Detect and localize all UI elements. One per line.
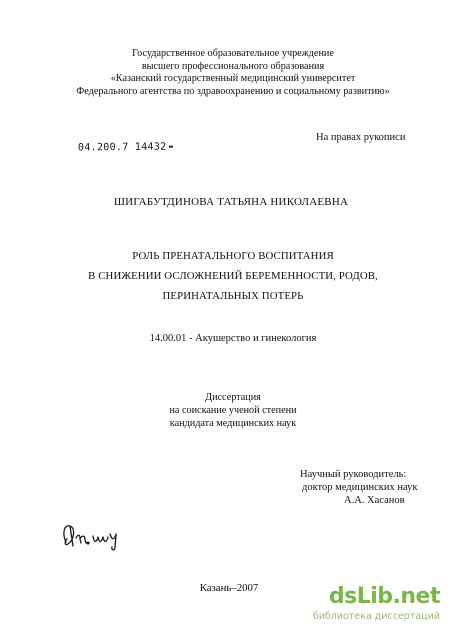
header-line-2: высшего профессионального образования [141, 60, 325, 72]
degree-line-1: Диссертация [205, 392, 261, 403]
dslib-subtitle: библиотека диссертаций [312, 611, 440, 622]
dissertation-title [8, 246, 450, 306]
degree-line-3: кандидата медицинских наук [169, 418, 297, 429]
manuscript-rights-label: На правах рукописи [316, 132, 406, 143]
author-block [6, 196, 450, 209]
dslib-watermark[interactable] [312, 584, 442, 626]
logo-dot: . [392, 584, 401, 609]
library-stamp [78, 142, 173, 154]
specialty-block [8, 332, 450, 345]
supervisor-line-1: Научный руководитель: [300, 469, 407, 480]
logo-ds: ds [328, 584, 357, 609]
city-year-text: Казань–2007 [199, 582, 259, 594]
header-line-1: Государственное образовательное учреждение [132, 48, 334, 59]
handwritten-signature [60, 512, 140, 552]
specialty-code: 14.00.01 - Акушерство и гинекология [149, 333, 317, 344]
dslib-logo [329, 584, 440, 609]
supervisor-block [300, 468, 417, 507]
stamp-number: 04.200.7 14432 [77, 141, 167, 154]
author-name: ШИГАБУТДИНОВА ТАТЬЯНА НИКОЛАЕВНА [113, 196, 349, 208]
logo-lib: Lib [356, 584, 393, 609]
supervisor-name: А.А. Хасанов [344, 495, 405, 506]
stamp-dash [168, 146, 172, 148]
title-line-2: В СНИЖЕНИИ ОСЛОЖНЕНИЙ БЕРЕМЕННОСТИ, РОДОВ, [88, 270, 378, 282]
header-line-3: «Казанский государственный медицинский университет [110, 73, 356, 84]
header-line-4: Федерального агентства по здравоохранению и социальному развитию» [76, 85, 390, 97]
institution-header [8, 48, 450, 98]
title-line-3: ПЕРИНАТАЛЬНЫХ ПОТЕРЬ [162, 290, 304, 302]
title-line-1: РОЛЬ ПРЕНАТАЛЬНОГО ВОСПИТАНИЯ [132, 250, 334, 262]
degree-line-2: на соискание ученой степени [169, 405, 297, 416]
supervisor-line-2: доктор медицинских наук [302, 482, 418, 493]
degree-block [8, 391, 450, 430]
logo-net: net [400, 584, 440, 609]
